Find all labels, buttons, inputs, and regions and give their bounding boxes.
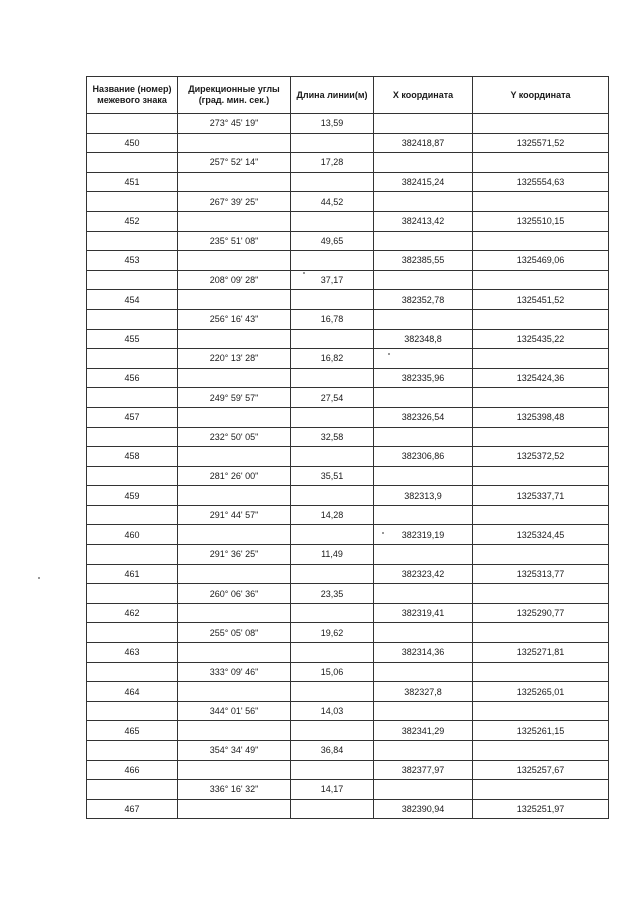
table-row-segment bbox=[87, 545, 609, 565]
point-name: 465 bbox=[87, 721, 178, 741]
table-row-point bbox=[87, 564, 609, 584]
segment-angle: 257° 52' 14" bbox=[178, 153, 291, 173]
table-row-segment bbox=[87, 309, 609, 329]
point-name: 453 bbox=[87, 251, 178, 271]
y-coordinate: 1325424,36 bbox=[473, 368, 609, 388]
x-coordinate: 382341,29 bbox=[374, 721, 473, 741]
segment-angle: 291° 36' 25" bbox=[178, 545, 291, 565]
table-row-point bbox=[87, 682, 609, 702]
table-row-point bbox=[87, 407, 609, 427]
table-row-point bbox=[87, 643, 609, 663]
point-name: 450 bbox=[87, 133, 178, 153]
segment-length: 49,65 bbox=[291, 231, 374, 251]
y-coordinate: 1325271,81 bbox=[473, 643, 609, 663]
y-coordinate: 1325435,22 bbox=[473, 329, 609, 349]
segment-angle: 344° 01' 56" bbox=[178, 701, 291, 721]
x-coordinate: 382348,8 bbox=[374, 329, 473, 349]
segment-angle: 255° 05' 08" bbox=[178, 623, 291, 643]
x-coordinate: 382306,86 bbox=[374, 447, 473, 467]
point-name: 456 bbox=[87, 368, 178, 388]
table-header-row bbox=[87, 77, 609, 114]
segment-angle: 232° 50' 05" bbox=[178, 427, 291, 447]
header-y-coordinate: Y координата bbox=[473, 77, 609, 114]
segment-angle: 291° 44' 57" bbox=[178, 505, 291, 525]
point-name: 455 bbox=[87, 329, 178, 349]
table-row-segment bbox=[87, 623, 609, 643]
segment-length: 14,28 bbox=[291, 505, 374, 525]
point-name: 460 bbox=[87, 525, 178, 545]
y-coordinate: 1325261,15 bbox=[473, 721, 609, 741]
segment-angle: 354° 34' 49" bbox=[178, 741, 291, 761]
header-x-coordinate: X координата bbox=[374, 77, 473, 114]
x-coordinate: 382323,42 bbox=[374, 564, 473, 584]
x-coordinate: 382335,96 bbox=[374, 368, 473, 388]
header-line-length: Длина линии(м) bbox=[291, 77, 374, 114]
table-row-point bbox=[87, 172, 609, 192]
segment-angle: 208° 09' 28" bbox=[178, 270, 291, 290]
segment-length: 11,49 bbox=[291, 545, 374, 565]
segment-length: 27,54 bbox=[291, 388, 374, 408]
scan-speck bbox=[382, 532, 384, 534]
table-row-segment bbox=[87, 192, 609, 212]
x-coordinate: 382377,97 bbox=[374, 760, 473, 780]
y-coordinate: 1325398,48 bbox=[473, 407, 609, 427]
point-name: 458 bbox=[87, 447, 178, 467]
x-coordinate: 382418,87 bbox=[374, 133, 473, 153]
table-row-segment bbox=[87, 349, 609, 369]
point-name: 454 bbox=[87, 290, 178, 310]
x-coordinate: 382319,41 bbox=[374, 603, 473, 623]
y-coordinate: 1325510,15 bbox=[473, 211, 609, 231]
x-coordinate: 382326,54 bbox=[374, 407, 473, 427]
table-row-segment bbox=[87, 388, 609, 408]
segment-length: 16,82 bbox=[291, 349, 374, 369]
scan-speck bbox=[38, 577, 40, 579]
segment-angle: 273° 45' 19" bbox=[178, 114, 291, 134]
table-row-segment bbox=[87, 153, 609, 173]
point-name: 466 bbox=[87, 760, 178, 780]
table-row-point bbox=[87, 447, 609, 467]
y-coordinate: 1325265,01 bbox=[473, 682, 609, 702]
header-directional-angles: Дирекционные углы (град. мин. сек.) bbox=[178, 77, 291, 114]
point-name: 467 bbox=[87, 799, 178, 819]
table-row-segment bbox=[87, 780, 609, 800]
table-row-segment bbox=[87, 701, 609, 721]
segment-angle: 336° 16' 32" bbox=[178, 780, 291, 800]
table-row-point bbox=[87, 525, 609, 545]
y-coordinate: 1325324,45 bbox=[473, 525, 609, 545]
segment-angle: 260° 06' 36" bbox=[178, 584, 291, 604]
x-coordinate: 382413,42 bbox=[374, 211, 473, 231]
segment-length: 37,17 bbox=[291, 270, 374, 290]
y-coordinate: 1325451,52 bbox=[473, 290, 609, 310]
point-name: 451 bbox=[87, 172, 178, 192]
y-coordinate: 1325257,67 bbox=[473, 760, 609, 780]
table-row-segment bbox=[87, 427, 609, 447]
segment-angle: 281° 26' 00" bbox=[178, 466, 291, 486]
y-coordinate: 1325337,71 bbox=[473, 486, 609, 506]
table-row-point bbox=[87, 133, 609, 153]
segment-length: 23,35 bbox=[291, 584, 374, 604]
y-coordinate: 1325290,77 bbox=[473, 603, 609, 623]
segment-length: 32,58 bbox=[291, 427, 374, 447]
table-row-segment bbox=[87, 584, 609, 604]
x-coordinate: 382390,94 bbox=[374, 799, 473, 819]
y-coordinate: 1325372,52 bbox=[473, 447, 609, 467]
segment-angle: 220° 13' 28" bbox=[178, 349, 291, 369]
table-row-point bbox=[87, 329, 609, 349]
y-coordinate: 1325469,06 bbox=[473, 251, 609, 271]
table-row-segment bbox=[87, 466, 609, 486]
point-name: 462 bbox=[87, 603, 178, 623]
segment-length: 14,17 bbox=[291, 780, 374, 800]
x-coordinate: 382314,36 bbox=[374, 643, 473, 663]
y-coordinate: 1325571,52 bbox=[473, 133, 609, 153]
segment-length: 19,62 bbox=[291, 623, 374, 643]
scan-speck bbox=[303, 272, 305, 274]
point-name: 457 bbox=[87, 407, 178, 427]
point-name: 464 bbox=[87, 682, 178, 702]
segment-length: 35,51 bbox=[291, 466, 374, 486]
table-row-point bbox=[87, 368, 609, 388]
table-row-segment bbox=[87, 505, 609, 525]
table-row-point bbox=[87, 486, 609, 506]
segment-angle: 249° 59' 57" bbox=[178, 388, 291, 408]
x-coordinate: 382313,9 bbox=[374, 486, 473, 506]
table-row-segment bbox=[87, 231, 609, 251]
segment-length: 17,28 bbox=[291, 153, 374, 173]
point-name: 461 bbox=[87, 564, 178, 584]
x-coordinate: 382385,55 bbox=[374, 251, 473, 271]
table-row-point bbox=[87, 799, 609, 819]
segment-length: 36,84 bbox=[291, 741, 374, 761]
table-row-segment bbox=[87, 662, 609, 682]
segment-length: 14,03 bbox=[291, 701, 374, 721]
segment-angle: 267° 39' 25" bbox=[178, 192, 291, 212]
x-coordinate: 382319,19 bbox=[374, 525, 473, 545]
y-coordinate: 1325251,97 bbox=[473, 799, 609, 819]
table-row-point bbox=[87, 603, 609, 623]
table-row-segment bbox=[87, 270, 609, 290]
y-coordinate: 1325554,63 bbox=[473, 172, 609, 192]
table-row-point bbox=[87, 760, 609, 780]
table-row-point bbox=[87, 290, 609, 310]
point-name: 459 bbox=[87, 486, 178, 506]
table-row-point bbox=[87, 251, 609, 271]
table-row-segment bbox=[87, 741, 609, 761]
header-point-name: Название (номер) межевого знака bbox=[87, 77, 178, 114]
segment-length: 16,78 bbox=[291, 309, 374, 329]
segment-length: 44,52 bbox=[291, 192, 374, 212]
table-row-point bbox=[87, 721, 609, 741]
segment-length: 15,06 bbox=[291, 662, 374, 682]
table-row-segment bbox=[87, 114, 609, 134]
x-coordinate: 382352,78 bbox=[374, 290, 473, 310]
point-name: 452 bbox=[87, 211, 178, 231]
segment-angle: 256° 16' 43" bbox=[178, 309, 291, 329]
segment-angle: 333° 09' 46" bbox=[178, 662, 291, 682]
table-row-point bbox=[87, 211, 609, 231]
segment-angle: 235° 51' 08" bbox=[178, 231, 291, 251]
point-name: 463 bbox=[87, 643, 178, 663]
y-coordinate: 1325313,77 bbox=[473, 564, 609, 584]
scan-speck bbox=[388, 353, 390, 355]
segment-length: 13,59 bbox=[291, 114, 374, 134]
x-coordinate: 382415,24 bbox=[374, 172, 473, 192]
boundary-points-table bbox=[86, 76, 609, 819]
x-coordinate: 382327,8 bbox=[374, 682, 473, 702]
